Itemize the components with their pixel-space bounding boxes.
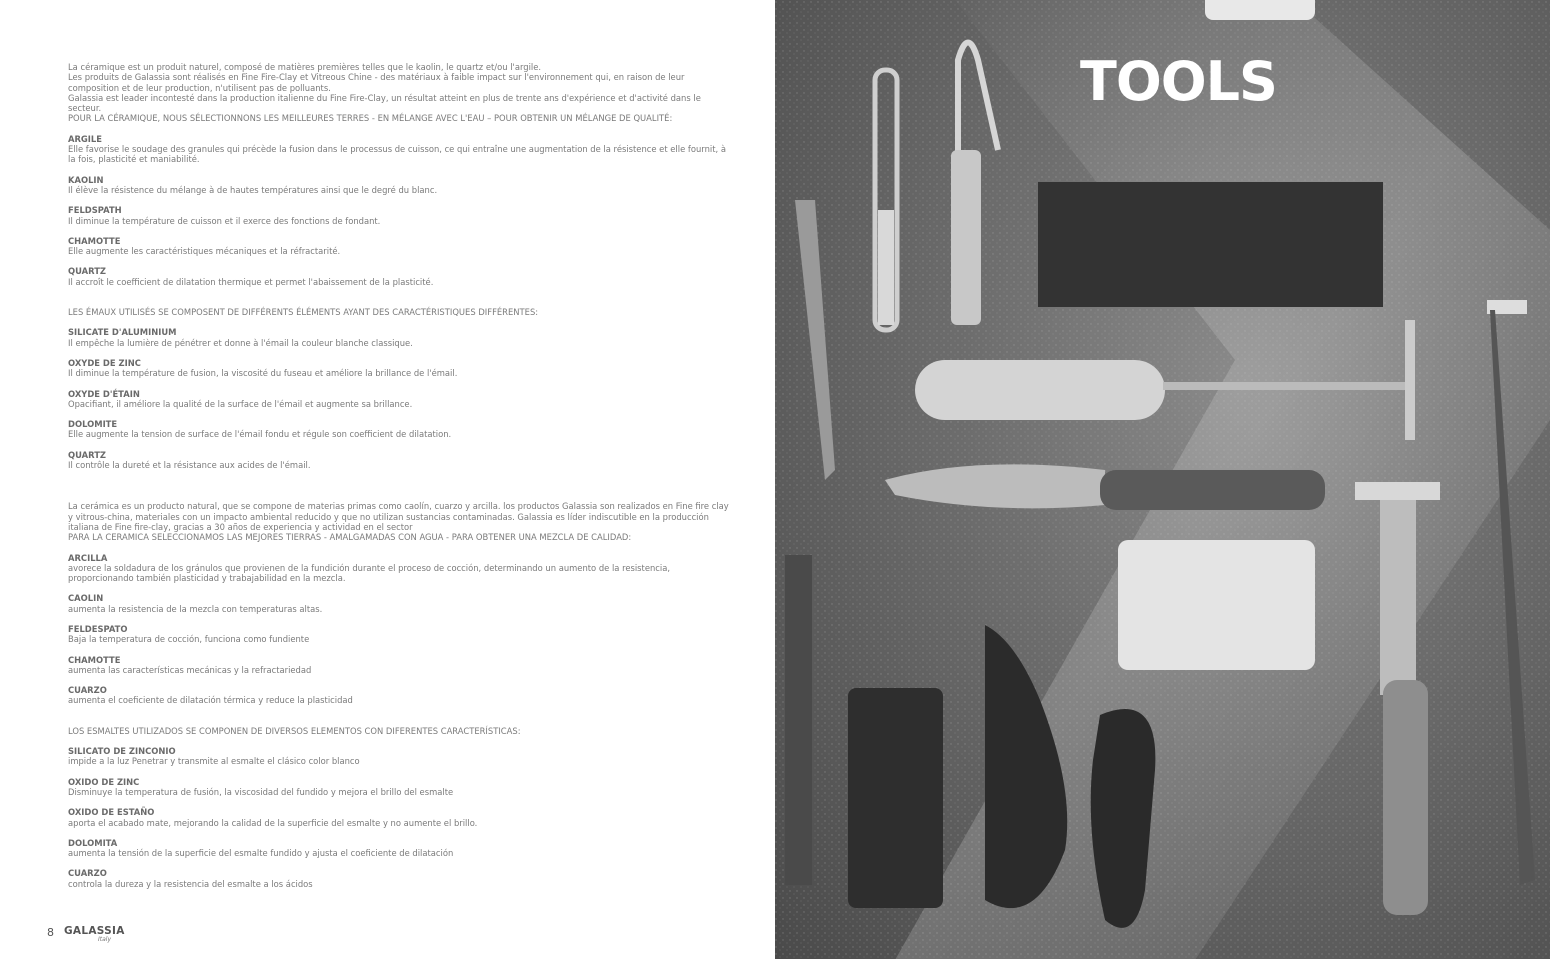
fr-material-item [68,205,733,226]
es-glaze-item [68,838,733,859]
fr-material-desc: Il accroît le coefficient de dilatation thermique et permet l'abaissement de la plasticité. [68,276,434,287]
fr-glaze-item [68,450,733,471]
es-material-name: CHAMOTTE [68,654,121,665]
spanish-section [68,501,733,889]
fr-material-desc: Il élève la résistence du mélange à de hautes températures ainsi que le degré du blanc. [68,184,438,195]
es-glaze-name: SILICATO DE ZINCONIO [68,746,176,757]
fr-glaze-desc: Il empêche la lumière de pénétrer et donne à l'émail la couleur blanche classique. [68,337,413,348]
es-glaze-item [68,868,733,889]
page-number: 8 [47,926,54,939]
fr-glaze-item [68,358,733,379]
es-material-name: FELDESPATO [68,623,128,634]
es-glaze-name: CUARZO [68,868,107,879]
fr-material-name: QUARTZ [68,266,107,277]
es-glaze-item [68,746,733,767]
fr-material-item [68,266,733,287]
fr-intro-3: Galassia est leader incontesté dans la production italienne du Fine Fire-Clay, un résultat atteint en plus de trente ans d'expérience et d'activité dans le secteur. [68,92,701,114]
fr-material-name: CHAMOTTE [68,235,121,246]
ceramic-tools-photo [775,0,1550,959]
es-glaze-desc: aumenta la tensión de la superficie del esmalte fundido y ajusta el coeficiente de dilatación [68,848,454,859]
es-material-item [68,624,733,645]
fr-intro-2: Les produits de Galassia sont réalisés en Fine Fire-Clay et Vitreous Chine - des matériaux à faible impact sur l'environnement qui, en raison de leur composition et de leur production, n'utilisent pas de polluants. [68,72,685,93]
es-glaze-desc: aporta el acabado mate, mejorando la calidad de la superficie del esmalte y no aumente el brillo. [68,817,478,828]
fr-glaze-name: SILICATE D'ALUMINIUM [68,327,177,338]
brand-subtitle: Italy [98,936,112,943]
es-material-desc: aumenta la resistencia de la mezcla con temperaturas altas. [68,603,323,614]
es-material-desc: Baja la temperatura de cocción, funciona como fundiente [68,634,310,645]
es-glaze-name: OXIDO DE ZINC [68,776,140,787]
es-material-desc: avorece la soldadura de los gránulos que provienen de la fundición durante el proceso de cocción, determinando un aumento de la resistencia, proporcionando también plasticidad y trabajabilidad en la mezcla. [68,562,671,584]
text-column [68,62,733,889]
fr-material-item [68,236,733,257]
section-title: TOOLS [1080,50,1277,113]
fr-intro-1: La céramique est un produit naturel, composé de matières premières telles que le kaolin, le quartz et/ou l'argile. [68,62,542,72]
fr-glaze-item [68,419,733,440]
brand-logo: GALASSIA [64,925,125,937]
fr-glaze-desc: Opacifiant, il améliore la qualité de la surface de l'émail et augmente sa brillance. [68,398,413,409]
fr-material-item [68,175,733,196]
fr-intro-upper: POUR LA CÉRAMIQUE, NOUS SÉLECTIONNONS LES MEILLEURES TERRES - EN MÉLANGE AVEC L'EAU – POUR OBTENIR UN MÉLANGE DE QUALITÉ: [68,113,673,124]
fr-glaze-name: QUARTZ [68,449,107,460]
es-glaze-item [68,807,733,828]
fr-glaze-item [68,389,733,410]
fr-material-desc: Elle favorise le soudage des granules qui précède la fusion dans le processus de cuisson, ce qui entraîne une augmentation de la résistence et elle fournit, à la fois, plasticité et maniabilité. [68,144,726,165]
fr-glaze-desc: Elle augmente la tension de surface de l'émail fondu et régule son coefficient de dilatation. [68,429,452,440]
fr-material-name: FELDSPATH [68,205,122,216]
fr-glaze-name: OXYDE D'ÉTAIN [68,388,140,399]
es-material-item [68,655,733,676]
right-page [775,0,1550,959]
es-material-desc: aumenta las características mecánicas y la refractariedad [68,664,312,675]
es-material-item [68,685,733,706]
fr-material-desc: Il diminue la température de cuisson et il exerce des fonctions de fondant. [68,215,381,226]
fr-glaze-item [68,327,733,348]
fr-glaze-name: DOLOMITE [68,419,118,430]
es-intro-upper: PARA LA CERAMICA SELECCIONAMOS LAS MEJORES TIERRAS - AMALGAMADAS CON AGUA - PARA OBTENER UNA MEZCLA DE CALIDAD: [68,532,632,543]
es-glaze-desc: controla la dureza y la resistencia del esmalte a los ácidos [68,878,313,889]
fr-material-name: KAOLIN [68,174,104,185]
es-glaze-name: DOLOMITA [68,837,118,848]
es-material-name: CUARZO [68,685,107,696]
es-glaze-desc: Disminuye la temperatura de fusión, la viscosidad del fundido y mejora el brillo del esmalte [68,786,454,797]
es-material-name: CAOLIN [68,593,104,604]
es-material-name: ARCILLA [68,552,108,563]
french-section [68,62,733,470]
es-intro-1: La cerámica es un producto natural, que se compone de materias primas como caolín, cuarzo y arcilla. los productos Galassia son realizados en Fine fire clay y vitrous-china, materiales con un impacto ambiental reducido y que no utilizan sustancias contaminadas. Galassia es líder indiscutible en la producción italiana de Fine fire-clay, gracias a 30 años de experiencia y actividad en el sector [68,501,729,532]
es-material-desc: aumenta el coeficiente de dilatación térmica y reduce la plasticidad [68,695,353,706]
fr-material-item [68,134,733,165]
es-glaze-name: OXIDO DE ESTAÑO [68,807,155,818]
es-glaze-desc: impide a la luz Penetrar y transmite al esmalte el clásico color blanco [68,756,360,767]
fr-glaze-intro: LES ÉMAUX UTILISÉS SE COMPOSENT DE DIFFÉRENTS ÉLÉMENTS AYANT DES CARACTÉRISTIQUES DIFFÉRENTES: [68,307,539,318]
fr-glaze-desc: Il contrôle la dureté et la résistance aux acides de l'émail. [68,460,311,471]
es-glaze-item [68,777,733,798]
fr-material-desc: Elle augmente les caractéristiques mécaniques et la réfractarité. [68,246,341,257]
fr-glaze-name: OXYDE DE ZINC [68,357,141,368]
fr-glaze-desc: Il diminue la température de fusion, la viscosité du fuseau et améliore la brillance de l'émail. [68,368,458,379]
es-material-item [68,553,733,584]
fr-material-name: ARGILE [68,133,102,144]
es-material-item [68,593,733,614]
es-glaze-intro: LOS ESMALTES UTILIZADOS SE COMPONEN DE DIVERSOS ELEMENTOS CON DIFERENTES CARACTERÍSTICAS: [68,725,521,736]
